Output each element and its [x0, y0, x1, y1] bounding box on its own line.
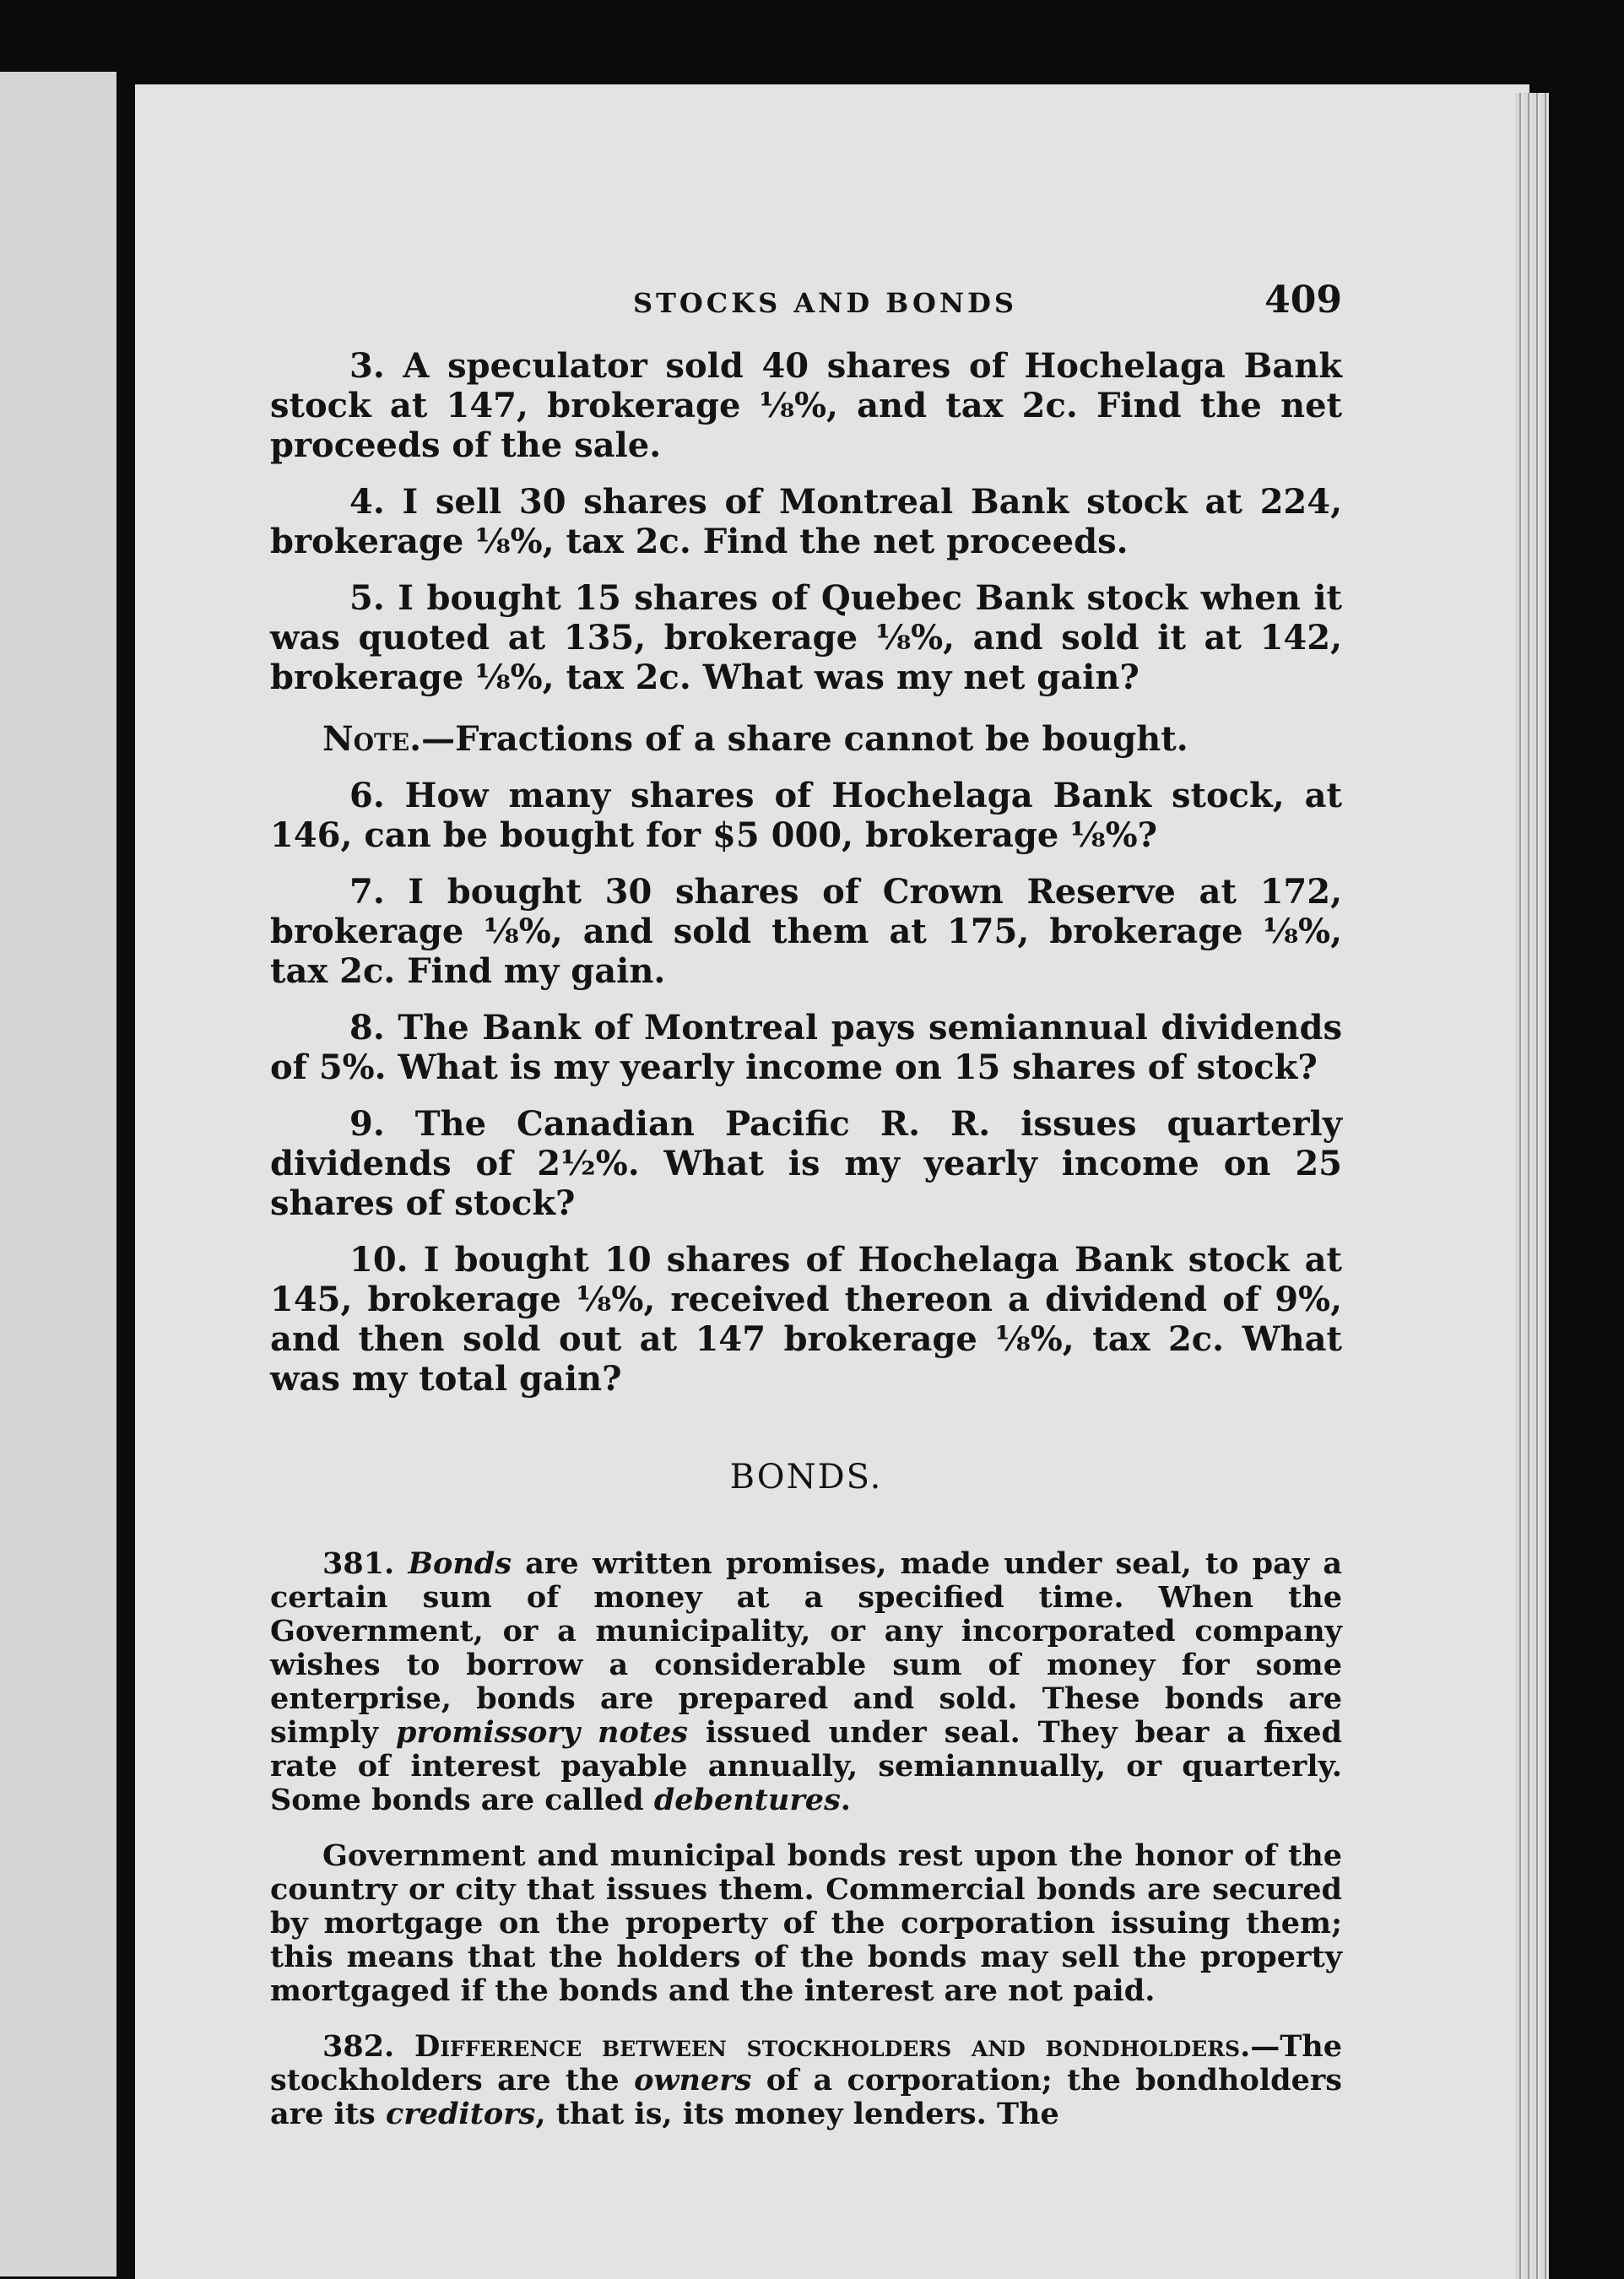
section-title: BONDS. — [729, 1458, 883, 1497]
paragraph-text: . — [840, 1783, 851, 1817]
page-number: 409 — [1264, 279, 1342, 322]
paragraph-text: issued under seal. They bear a fixed rate of interest payable annually, semiannually, or quarterly. Some bonds are called — [270, 1715, 1343, 1817]
exercise-4: 4. I sell 30 shares of Montreal Bank stock at 224, brokerage ⅛%, tax 2c. Find the net proceeds. — [270, 482, 1342, 561]
page-text — [270, 279, 1342, 2131]
term-owners: owners — [634, 2063, 752, 2098]
paragraph-heading: Difference between stockholders and bondholders — [414, 2029, 1241, 2064]
term-bonds: Bonds — [408, 1546, 512, 1581]
term-promissory-notes: promissory notes — [396, 1715, 688, 1750]
note-text: .—Fractions of a share cannot be bought. — [409, 719, 1188, 759]
paragraph-text: are written promises, made under seal, to pay a certain sum of money at a specified time. When the Government, or a municipality, or any incorporated company wishes to borrow a considerable sum of money for some enterprise, bonds are prepared and sold. These bonds are simply — [270, 1546, 1342, 1750]
exercise-8: 8. The Bank of Montreal pays semiannual dividends of 5%. What is my yearly income on 15 shares of stock? — [270, 1008, 1342, 1087]
paragraph-381 — [270, 1547, 1342, 1817]
running-head-title: STOCKS AND BONDS — [633, 287, 1017, 319]
exercise-3: 3. A speculator sold 40 shares of Hochelaga Bank stock at 147, brokerage ⅛%, and tax 2c. Find the net proceeds of the sale. — [270, 346, 1342, 465]
term-debentures: debentures — [653, 1783, 841, 1817]
exercise-6: 6. How many shares of Hochelaga Bank stock, at 146, can be bought for $5 000, brokerage ⅛%? — [270, 776, 1342, 855]
note-label: Note — [322, 719, 410, 759]
paragraph-government-bonds: Government and municipal bonds rest upon the honor of the country or city that issues them. Commercial bonds are secured by mortgage on the property of the corporation issuing them; this means that the holders of the bonds may sell the property mortgaged if the bonds and the interest are not paid. — [270, 1838, 1342, 2008]
exercise-10: 10. I bought 10 shares of Hochelaga Bank stock at 145, brokerage ⅛%, received thereon a dividend of 9%, and then sold out at 147 brokerage ⅛%, tax 2c. What was my total gain? — [270, 1240, 1342, 1399]
running-head — [270, 279, 1342, 329]
exercise-9: 9. The Canadian Pacific R. R. issues quarterly dividends of 2½%. What is my yearly income on 25 shares of stock? — [270, 1104, 1342, 1223]
facing-page-edge — [0, 72, 116, 2276]
note — [270, 719, 1342, 759]
paragraph-text: , that is, its money lenders. The — [535, 2097, 1059, 2131]
exercise-5: 5. I bought 15 shares of Quebec Bank stock when it was quoted at 135, brokerage ⅛%, and sold it at 142, brokerage ⅛%, tax 2c. What was my net gain? — [270, 578, 1342, 697]
exercise-7: 7. I bought 30 shares of Crown Reserve at 172, brokerage ⅛%, and sold them at 175, brokerage ⅛%, tax 2c. Find my gain. — [270, 872, 1342, 991]
paragraph-number: 382. — [322, 2029, 395, 2064]
page-stack-edge — [1515, 93, 1549, 2279]
paragraph-text: of a corporation; the bondholders are its — [270, 2063, 1342, 2131]
paragraph-number: 381. — [322, 1546, 395, 1581]
paragraph-text: .—The stockholders are the — [270, 2029, 1343, 2098]
term-creditors: creditors — [385, 2097, 536, 2131]
paragraph-382 — [270, 2030, 1342, 2131]
